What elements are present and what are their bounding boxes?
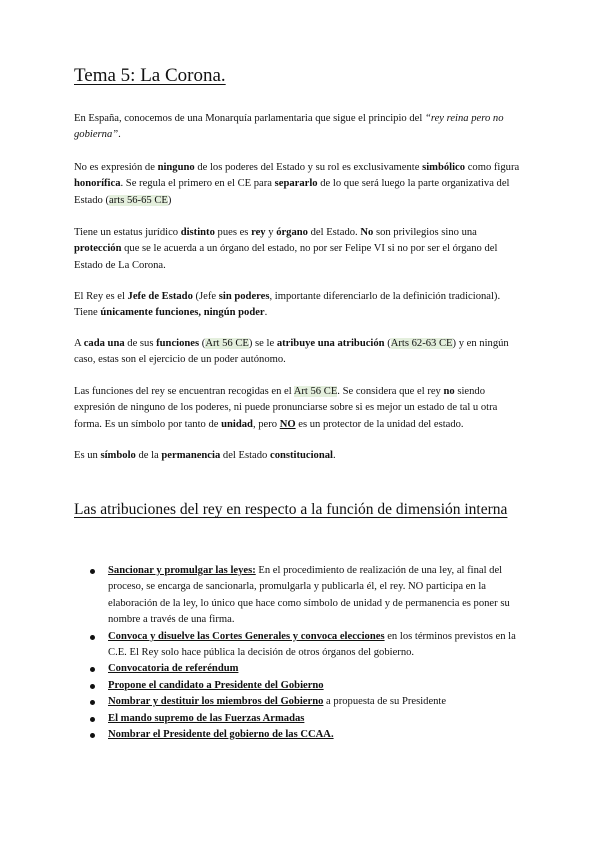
- highlighted-reference: Art 56 CE: [293, 386, 338, 397]
- highlighted-reference: Arts 62-63 CE: [390, 338, 453, 349]
- text: ) y en ningún caso, estas son el ejercicio de un poder autónomo.: [74, 338, 509, 366]
- bullet-icon: [90, 635, 95, 640]
- bold-text: honorífica: [74, 178, 121, 190]
- paragraph-functions: [74, 336, 526, 369]
- bold-text: cada una: [83, 338, 125, 349]
- text: es un protector de la unidad del estado.: [295, 418, 464, 430]
- text: .: [264, 307, 268, 319]
- text: Tiene un estatus jurídico: [74, 227, 181, 238]
- list-item-text: en los términos previstos en la C.E. El Rey solo hace pública la decisión de otros órganos del gobierno.: [108, 630, 516, 659]
- bullet-icon: [90, 569, 95, 574]
- bold-text: No: [360, 227, 374, 238]
- section-heading: Las atribuciones del rey en respecto a la función de dimensión interna: [74, 501, 508, 518]
- list-item: [74, 711, 526, 727]
- text: del Estado.: [307, 227, 361, 238]
- bold-text: simbólico: [422, 162, 466, 173]
- text: del Estado: [220, 450, 270, 461]
- text: , pero: [252, 418, 280, 430]
- list-item: [74, 694, 526, 710]
- text: .: [118, 129, 121, 141]
- text: , importante diferenciarlo de la definición tradicional). Tiene: [74, 291, 501, 319]
- list-item: [74, 727, 526, 743]
- bullet-icon: [90, 667, 95, 672]
- text: de los poderes del Estado y su rol es exclusivamente: [194, 162, 423, 173]
- text: pues es: [214, 227, 252, 238]
- text: .: [332, 450, 336, 461]
- text: como figura: [465, 162, 520, 173]
- list-item-title: Sancionar y promulgar las leyes:: [108, 565, 256, 576]
- highlighted-reference: Art 56 CE: [205, 338, 249, 349]
- bold-text: unidad: [221, 418, 253, 430]
- list-item: [74, 661, 526, 677]
- bold-text: ninguno: [157, 162, 195, 173]
- list-item-title: El mando supremo de las Fuerzas Armadas: [108, 712, 305, 724]
- text: . Se regula el primero en el CE para: [120, 178, 275, 190]
- bold-underlined-text: NO: [279, 418, 296, 430]
- bold-text: separarlo: [274, 178, 318, 190]
- bold-text: no: [443, 386, 455, 397]
- bold-text: constitucional: [270, 450, 333, 461]
- list-item-title: Convocatoria de referéndum: [108, 663, 239, 675]
- text: ) se le: [248, 338, 277, 349]
- paragraph-intro: [74, 111, 526, 144]
- text: de lo que será luego la parte organizativa del Estado (: [74, 178, 510, 206]
- attributions-list: [74, 563, 526, 743]
- list-item-title: Convoca y disuelve las Cortes Generales y convoca elecciones: [108, 630, 385, 642]
- bold-text: atribuye una atribución: [276, 338, 385, 349]
- bold-text: órgano: [276, 227, 308, 238]
- text: El Rey es el: [74, 291, 128, 302]
- list-item-text: a propuesta de su Presidente: [323, 696, 447, 708]
- list-item-text: En el procedimiento de realización de una ley, al final del proceso, se encarga de sancionarla, promulgarla y publicarla él, el rey. NO participa en la elaboración de la ley, lo único que hace como símbolo de unidad y de permanencia es poner su nombre a través de una firma.: [108, 565, 510, 626]
- text: son privilegios sino una: [373, 227, 477, 238]
- bold-text: distinto: [180, 227, 215, 238]
- bullet-icon: [90, 684, 95, 689]
- page-title: Tema 5: La Corona.: [74, 65, 226, 86]
- text: siendo expresión de ninguno de los poderes, ni puede pronunciarse sobre si es mejor un estado de tal u otra forma. Es un símbolo por tanto de: [74, 386, 498, 430]
- paragraph-permanence: [74, 448, 526, 464]
- text: que se le acuerda a un órgano del estado, no por ser Felipe VI si no por ser el órgano del Estado de La Corona.: [74, 243, 498, 271]
- text: y: [265, 227, 277, 238]
- text: En España, conocemos de una Monarquía parlamentaria que sigue el principio del: [74, 113, 425, 124]
- bullet-icon: [90, 733, 95, 738]
- bold-text: símbolo: [100, 450, 136, 461]
- paragraph-recognised-functions: [74, 384, 526, 433]
- bullet-icon: [90, 717, 95, 722]
- text: (: [199, 338, 206, 349]
- list-item: [74, 629, 526, 662]
- text: . Se considera que el rey: [337, 386, 444, 397]
- text: ): [167, 194, 172, 206]
- text: (: [384, 338, 391, 349]
- bold-text: únicamente funciones, ningún poder: [100, 307, 265, 319]
- list-item-title: Nombrar el Presidente del gobierno de las CCAA.: [108, 729, 334, 741]
- text: No es expresión de: [74, 162, 158, 173]
- text: (Jefe: [192, 291, 219, 302]
- text: A: [74, 338, 84, 349]
- text: de sus: [124, 338, 157, 349]
- paragraph-head-of-state: [74, 289, 526, 322]
- bullet-icon: [90, 700, 95, 705]
- highlighted-reference: arts 56-65 CE: [109, 194, 168, 206]
- list-item-title: Propone el candidato a Presidente del Gobierno: [108, 679, 324, 691]
- paragraph-status: [74, 225, 526, 274]
- bold-text: sin poderes: [218, 291, 270, 302]
- paragraph-symbolic: [74, 160, 526, 209]
- quote: “rey reina pero no gobierna”: [74, 113, 504, 141]
- bold-text: Jefe de Estado: [127, 291, 193, 302]
- text: Es un: [74, 450, 101, 461]
- bold-text: protección: [74, 243, 122, 255]
- bold-text: permanencia: [161, 450, 221, 461]
- bold-text: funciones: [156, 338, 200, 349]
- text: Las funciones del rey se encuentran recogidas en el: [74, 386, 294, 397]
- list-item: [74, 563, 526, 629]
- text: de la: [135, 450, 162, 461]
- list-item-title: Nombrar y destituir los miembros del Gobierno: [108, 696, 324, 708]
- list-item: [74, 678, 526, 694]
- bold-text: rey: [251, 227, 266, 238]
